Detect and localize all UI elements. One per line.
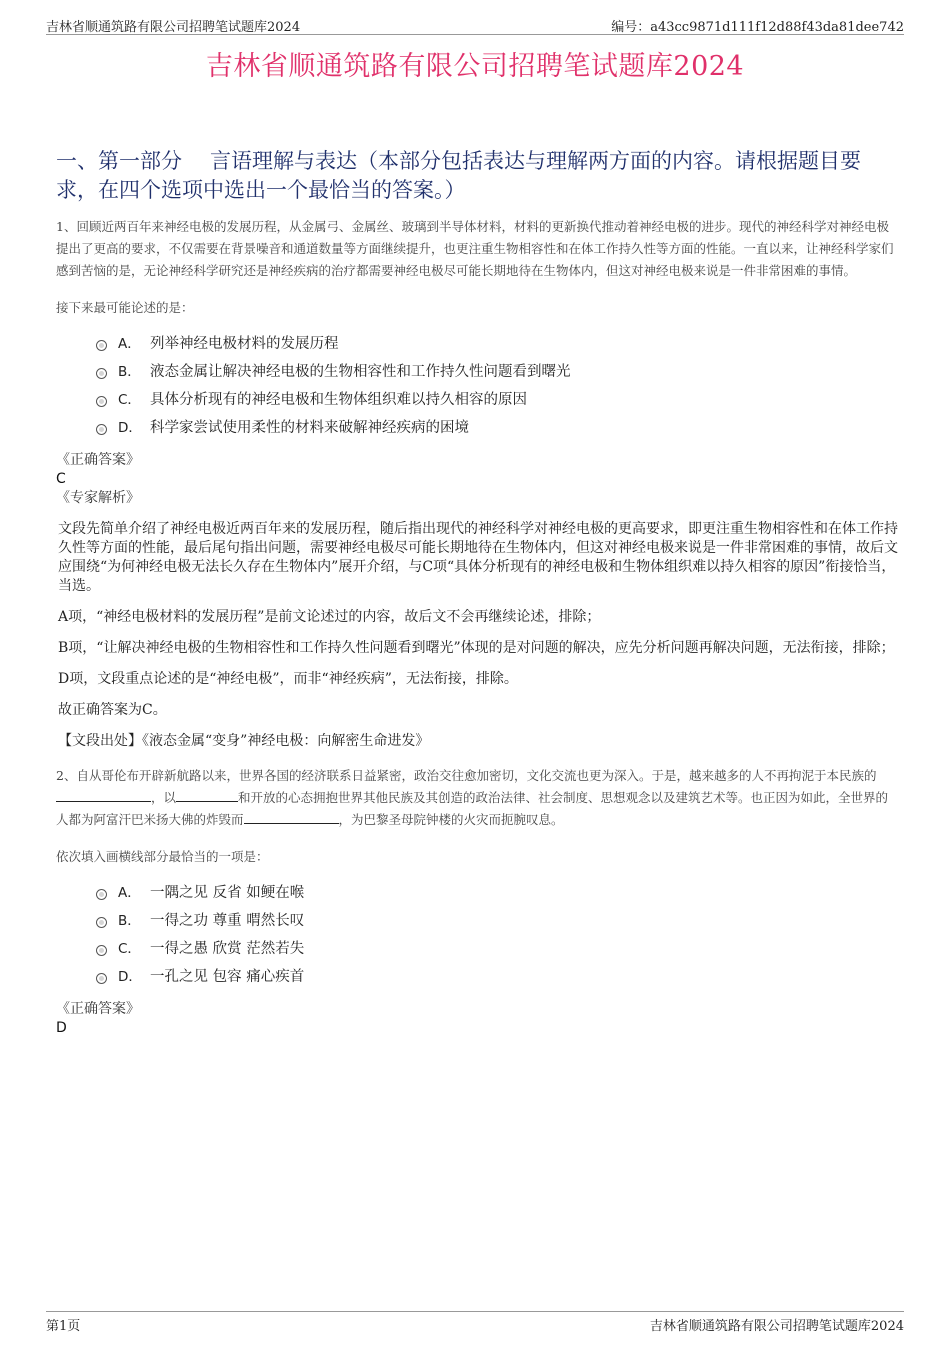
q2-option-b[interactable]: B． 一得之功 尊重 喟然长叹 <box>96 907 900 935</box>
q2-answer: D <box>56 1020 67 1036</box>
question-2-prompt: 依次填入画横线部分最恰当的一项是： <box>56 849 269 864</box>
header-doc-name: 吉林省顺通筑路有限公司招聘笔试题库2024 <box>46 20 301 35</box>
analysis-paragraph: 故正确答案为C。 <box>58 702 167 718</box>
page-header <box>46 14 904 35</box>
analysis-paragraph: 文段先简单介绍了神经电极近两百年来的发展历程，随后指出现代的神经科学对神经电极的更高要求，即更注重生物相容性和在体工作持久性等方面的性能，最后尾句指出问题，需要神经电极尽可能长期地待在生物体内，但这对神经电极来说是一件非常困难的事情，故后文应围绕“为何神经电极无法长久存在生物体内”展开介绍，与C项“具体分析现有的神经电极和生物体组织难以持久相容的原因”衔接恰当，当选。 <box>58 521 898 594</box>
fill-blank[interactable] <box>56 787 151 802</box>
radio-icon[interactable] <box>96 368 107 379</box>
question-2-options <box>96 879 900 991</box>
question-1-prompt: 接下来最可能论述的是： <box>56 300 194 315</box>
fill-blank[interactable] <box>176 787 238 802</box>
q1-answer-label: 《正确答案》 <box>56 452 140 468</box>
fill-blank[interactable] <box>244 809 339 824</box>
question-1-text: 1、回顾近两百年来神经电极的发展历程，从金属弓、金属丝、玻璃到半导体材料，材料的更新换代推动着神经电极的进步。现代的神经科学对神经电极提出了更高的要求，不仅需要在背景噪音和通道数量等方面继续提升，也更注重生物相容性和在体工作持久性等方面的性能。一直以来，让神经科学家们感到苦恼的是，无论神经科学研究还是神经疾病的治疗都需要神经电极尽可能长期地待在生物体内，但这对神经电极来说是一件非常困难的事情。 <box>56 219 894 278</box>
question-2-text: 2、自从哥伦布开辟新航路以来，世界各国的经济联系日益紧密，政治交往愈加密切，文化交流也更为深入。于是，越来越多的人不再拘泥于本民族的，以 和开放的心态拥抱世界其他民族及其创造的政治法律、社会制度、思想观念以及建筑艺术等。也正因为如此，全世界的人都为阿富汗巴米扬大佛的炸毁而 ，为巴黎圣母院钟楼的火灾而扼腕叹息。 <box>56 768 889 827</box>
q1-answer: C <box>56 471 66 487</box>
q1-option-d[interactable]: D． 科学家尝试使用柔性的材料来破解神经疾病的困境 <box>96 414 900 442</box>
radio-icon[interactable] <box>96 945 107 956</box>
q1-option-c[interactable]: C． 具体分析现有的神经电极和生物体组织难以持久相容的原因 <box>96 386 900 414</box>
q2-option-c[interactable]: C． 一得之愚 欣赏 茫然若失 <box>96 935 900 963</box>
q2-answer-label: 《正确答案》 <box>56 1001 140 1017</box>
radio-icon[interactable] <box>96 917 107 928</box>
footer-doc-name: 吉林省顺通筑路有限公司招聘笔试题库2024 <box>649 1319 904 1334</box>
radio-icon[interactable] <box>96 889 107 900</box>
question-1-options <box>96 330 900 442</box>
q1-analysis-label: 《专家解析》 <box>56 490 140 506</box>
document-title: 吉林省顺通筑路有限公司招聘笔试题库2024 <box>205 51 745 82</box>
page-footer <box>46 1311 904 1334</box>
section-heading <box>56 147 894 205</box>
q2-option-d[interactable]: D． 一孔之见 包容 痛心疾首 <box>96 963 900 991</box>
content <box>56 216 900 1037</box>
q1-source: 【文段出处】《液态金属“变身”神经电极：向解密生命进发》 <box>58 733 430 749</box>
radio-icon[interactable] <box>96 340 107 351</box>
radio-icon[interactable] <box>96 973 107 984</box>
page-number: 第1页 <box>46 1319 81 1334</box>
q1-analysis <box>56 520 900 720</box>
analysis-paragraph: B项，“让解决神经电极的生物相容性和工作持久性问题看到曙光”体现的是对问题的解决，应先分析问题再解决问题，无法衔接，排除； <box>58 640 895 656</box>
analysis-paragraph: A项，“神经电极材料的发展历程”是前文论述过的内容，故后文不会再继续论述，排除； <box>58 609 601 625</box>
radio-icon[interactable] <box>96 424 107 435</box>
analysis-paragraph: D项，文段重点论述的是“神经电极”，而非“神经疾病”，无法衔接，排除。 <box>58 671 518 687</box>
q2-option-a[interactable]: A． 一隅之见 反省 如鲠在喉 <box>96 879 900 907</box>
radio-icon[interactable] <box>96 396 107 407</box>
section-title: 言语理解与表达（本部分包括表达与理解两方面的内容。请根据题目要求，在四个选项中选出一个最恰当的答案。） <box>56 149 861 202</box>
header-doc-id: 编号：a43cc9871d111f12d88f43da81dee742 <box>611 20 904 35</box>
q1-option-a[interactable]: A． 列举神经电极材料的发展历程 <box>96 330 900 358</box>
q1-option-b[interactable]: B． 液态金属让解决神经电极的生物相容性和工作持久性问题看到曙光 <box>96 358 900 386</box>
section-part: 一、第一部分 <box>56 149 182 173</box>
